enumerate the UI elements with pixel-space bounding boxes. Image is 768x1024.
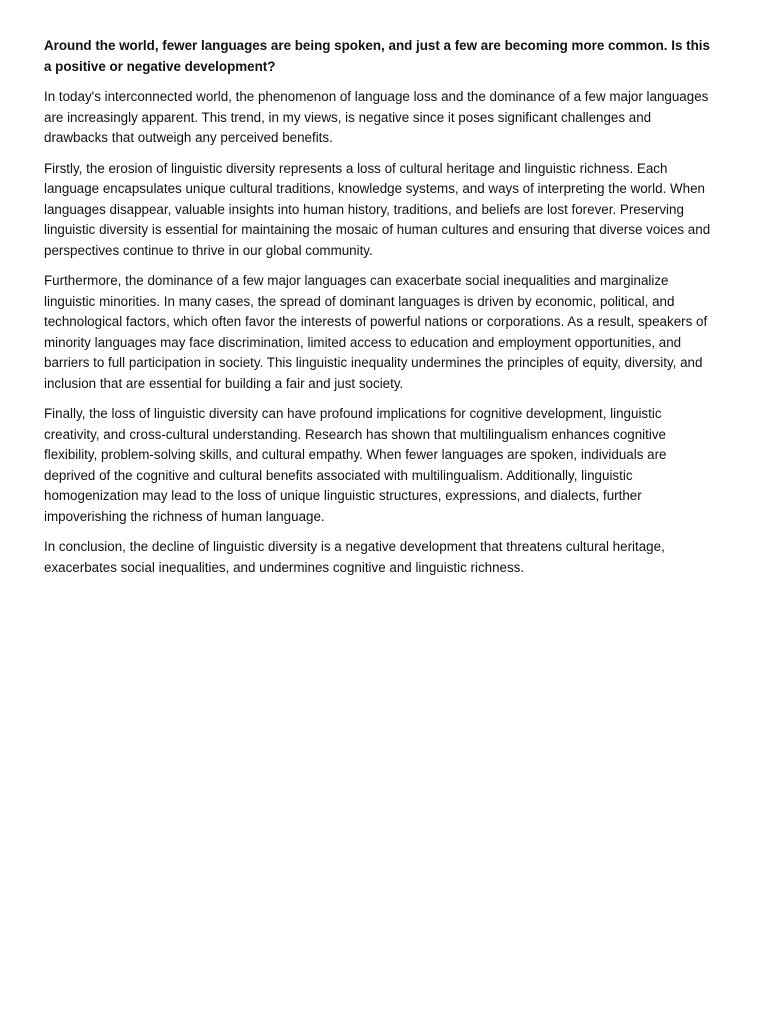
essay-document [44,36,716,588]
essay-paragraph-cultural-heritage: Firstly, the erosion of linguistic diversity represents a loss of cultural heritage and linguistic richness. Each language encapsulates unique cultural traditions, knowledge systems, and ways of interpreting the world. When languages disappear, valuable insights into human history, traditions, and beliefs are lost forever. Preserving linguistic diversity is essential for maintaining the mosaic of human cultures and ensuring that diverse voices and perspectives continue to thrive in our global community. [44,160,711,258]
essay-paragraph-social-inequality: Furthermore, the dominance of a few major languages can exacerbate social inequalities and marginalize linguistic minorities. In many cases, the spread of dominant languages is driven by economic, political, and technological factors, which often favor the interests of powerful nations or corporations. As a result, speakers of minority languages may face discrimination, limited access to education and employment opportunities, and barriers to full participation in society. This linguistic inequality undermines the principles of equity, diversity, and inclusion that are essential for building a fair and just society. [44,273,708,391]
essay-paragraph-conclusion: In conclusion, the decline of linguistic diversity is a negative development that threatens cultural heritage, exacerbates social inequalities, and undermines cognitive and linguistic richness. [44,539,665,575]
essay-paragraph-cognitive-development: Finally, the loss of linguistic diversity can have profound implications for cognitive development, linguistic creativity, and cross-cultural understanding. Research has shown that multilingualism enhances cognitive flexibility, problem-solving skills, and cultural empathy. When fewer languages are spoken, individuals are deprived of the cognitive and cultural benefits associated with multilingualism. Additionally, linguistic homogenization may lead to the loss of unique linguistic structures, expressions, and dialects, further impoverishing the richness of human language. [44,406,667,524]
essay-question: Around the world, fewer languages are being spoken, and just a few are becoming more common. Is this a positive or negative development? [44,38,710,74]
essay-paragraph-introduction: In today's interconnected world, the phenomenon of language loss and the dominance of a few major languages are increasingly apparent. This trend, in my views, is negative since it poses significant challenges and drawbacks that outweigh any perceived benefits. [44,89,709,145]
